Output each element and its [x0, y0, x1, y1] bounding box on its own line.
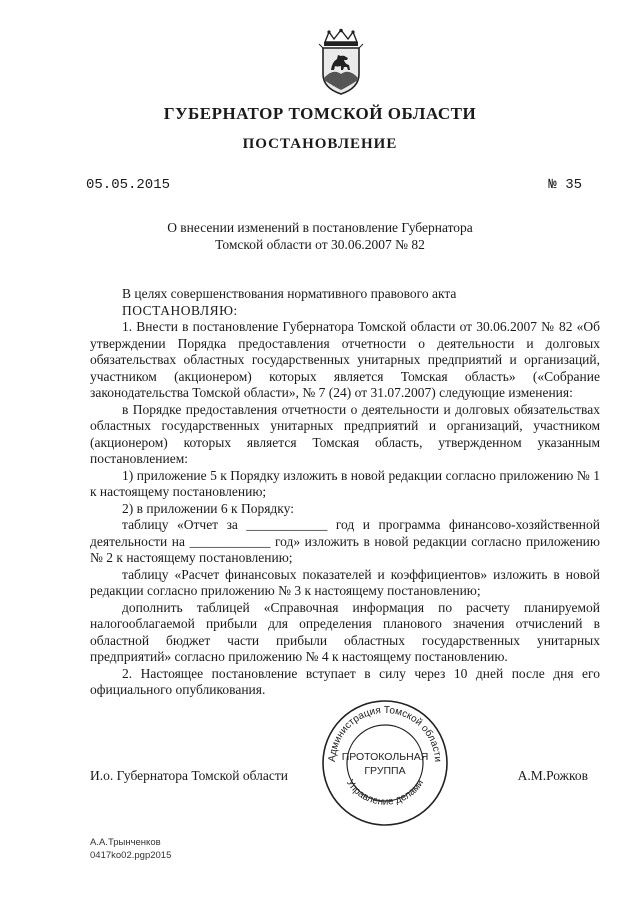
document-body: [90, 286, 600, 699]
body-paragraph-5: таблицу «Отчет за ____________ год и программа финансово-хозяйственной деятельности на ____________ год» изложить в новой редакции согласно приложению № 2 к настоящему постановлению;: [90, 517, 600, 565]
signatory-name: А.М.Рожков: [517, 768, 588, 783]
body-paragraph-1: 1. Внести в постановление Губернатора Томской области от 30.06.2007 № 82 «Об утверждении Порядка предоставления отчетности о деятельности и долговых обязательствах областных государственных унитарных предприятий и организаций, участником (акционером) которых является Томская область» («Собрание законодательства Томской области», № 7 (24) от 31.07.2007) следующие изменения:: [90, 319, 600, 400]
svg-text:Управление делами: [344, 778, 426, 808]
body-paragraph-8: 2. Настоящее постановление вступает в силу через 10 дней после дня его официального опубликования.: [90, 665, 600, 697]
body-paragraph-7: дополнить таблицей «Справочная информация по расчету планируемой налогооблагаемой прибыли для определения планового значения отчислений в областной бюджет части прибыли областных государственных унитарных предприятий» согласно приложению № 4 к настоящему постановлению.: [90, 599, 600, 664]
footer-author: А.А.Трынченков: [90, 837, 161, 848]
subject-line-2: Томской области от 30.06.2007 № 82: [215, 237, 425, 252]
preamble-paragraph: В целях совершенствования нормативного правового акта: [122, 286, 457, 301]
footer-meta: [90, 836, 171, 862]
document-number: № 35: [548, 177, 582, 193]
stamp-outer-top-text: Администрация Томской области: [326, 704, 444, 763]
document-subject: [0, 219, 640, 253]
issuer-title: ГУБЕРНАТОР ТОМСКОЙ ОБЛАСТИ: [163, 104, 477, 123]
subject-line-1: О внесении изменений в постановление Губернатора: [167, 220, 473, 235]
document-date: 05.05.2015: [86, 177, 171, 193]
round-stamp: [320, 698, 450, 828]
stamp-center-line-1: ПРОТОКОЛЬНАЯ: [341, 751, 429, 763]
signatory-position: И.о. Губернатора Томской области: [90, 768, 288, 783]
body-paragraph-3: 1) приложение 5 к Порядку изложить в новой редакции согласно приложению № 1 к настоящему постановлению;: [90, 467, 600, 499]
body-paragraph-2: в Порядке предоставления отчетности о деятельности и долговых обязательствах областных государственных унитарных предприятий и организаций, участником (акционером) которых является Томская область, утвержденном указанным постановлением:: [90, 401, 600, 466]
body-paragraph-6: таблицу «Расчет финансовых показателей и коэффициентов» изложить в новой редакции согласно приложению № 3 к настоящему постановлению;: [90, 566, 600, 598]
body-paragraph-4: 2) в приложении 6 к Порядку:: [122, 500, 294, 516]
stamp-center-line-2: ГРУППА: [364, 765, 406, 777]
document-type-heading: ПОСТАНОВЛЕНИЕ: [242, 136, 398, 152]
footer-file-code: 0417ko02.pgp2015: [90, 850, 172, 861]
stamp-outer-bottom-text: Управление делами: [343, 777, 427, 808]
decree-word: ПОСТАНОВЛЯЮ:: [122, 302, 238, 318]
tomsk-region-coat-of-arms-icon: [315, 28, 367, 96]
